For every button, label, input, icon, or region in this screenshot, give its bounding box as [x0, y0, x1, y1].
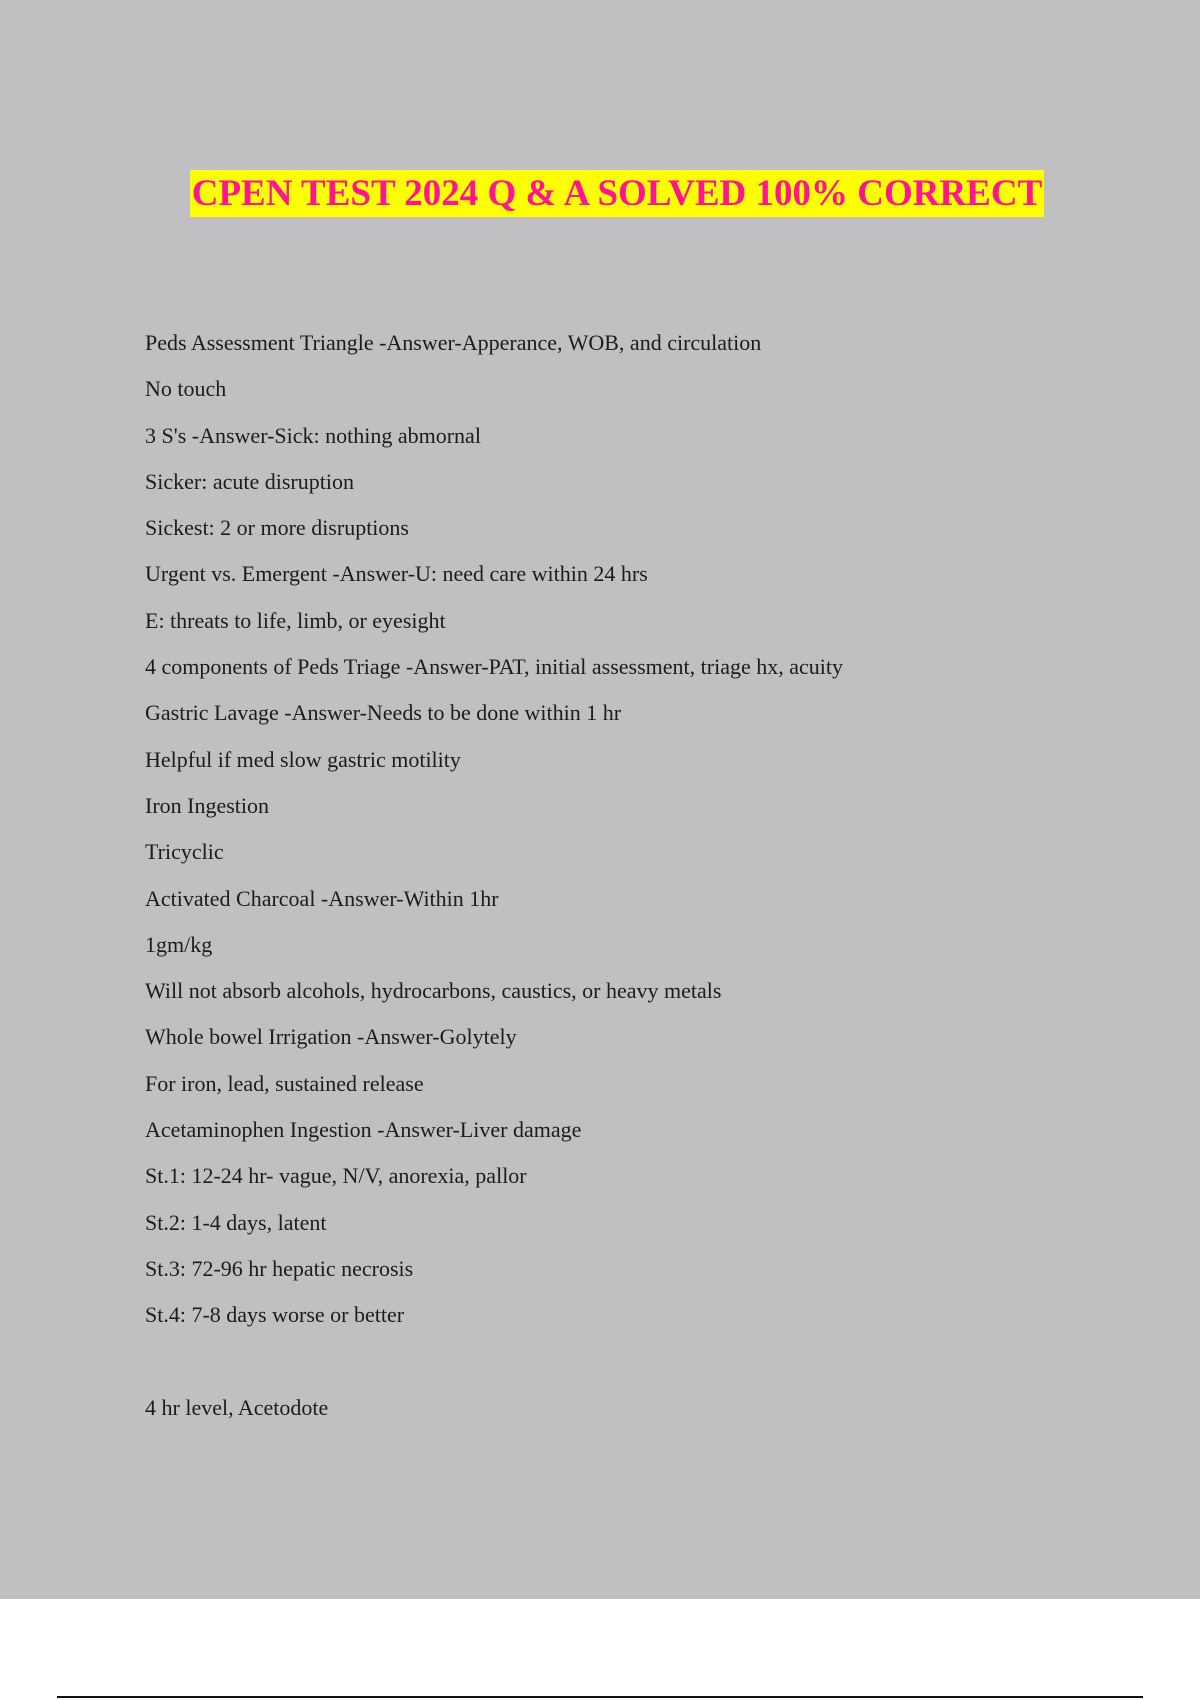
text-line: Activated Charcoal -Answer-Within 1hr [145, 885, 499, 911]
text-line: Acetaminophen Ingestion -Answer-Liver damage [145, 1117, 582, 1143]
text-line: St.1: 12-24 hr- vague, N/V, anorexia, pallor [145, 1163, 527, 1189]
qa-content [145, 320, 1145, 1431]
text-line: For iron, lead, sustained release [145, 1070, 424, 1096]
text-line: Peds Assessment Triangle -Answer-Apperance, WOB, and circulation [145, 330, 762, 355]
title-container [0, 170, 1200, 217]
text-line: Will not absorb alcohols, hydrocarbons, caustics, or heavy metals [145, 978, 722, 1004]
text-line: E: threats to life, limb, or eyesight [145, 607, 446, 633]
blank-line [145, 1339, 1145, 1385]
text-line: Sicker: acute disruption [145, 468, 354, 494]
text-line: Whole bowel Irrigation -Answer-Golytely [145, 1024, 517, 1050]
page-footer-rule [57, 1696, 1143, 1698]
text-line: St.2: 1-4 days, latent [145, 1209, 327, 1235]
document-title: CPEN TEST 2024 Q & A SOLVED 100% CORRECT [190, 170, 1045, 217]
text-line: 4 components of Peds Triage -Answer-PAT, initial assessment, triage hx, acuity [145, 654, 843, 680]
text-line: 3 S's -Answer-Sick: nothing abmornal [145, 422, 481, 448]
text-line: Tricyclic [145, 839, 224, 865]
text-line: No touch [145, 376, 227, 402]
text-line: 1gm/kg [145, 931, 213, 957]
text-line: Iron Ingestion [145, 792, 270, 818]
text-line: Sickest: 2 or more disruptions [145, 515, 409, 541]
text-line: St.3: 72-96 hr hepatic necrosis [145, 1255, 414, 1281]
text-line: Gastric Lavage -Answer-Needs to be done within 1 hr [145, 700, 622, 726]
text-line: St.4: 7-8 days worse or better [145, 1302, 405, 1328]
text-line: Urgent vs. Emergent -Answer-U: need care within 24 hrs [145, 561, 648, 587]
text-line: Helpful if med slow gastric motility [145, 746, 461, 772]
text-line: 4 hr level, Acetodote [145, 1394, 329, 1420]
